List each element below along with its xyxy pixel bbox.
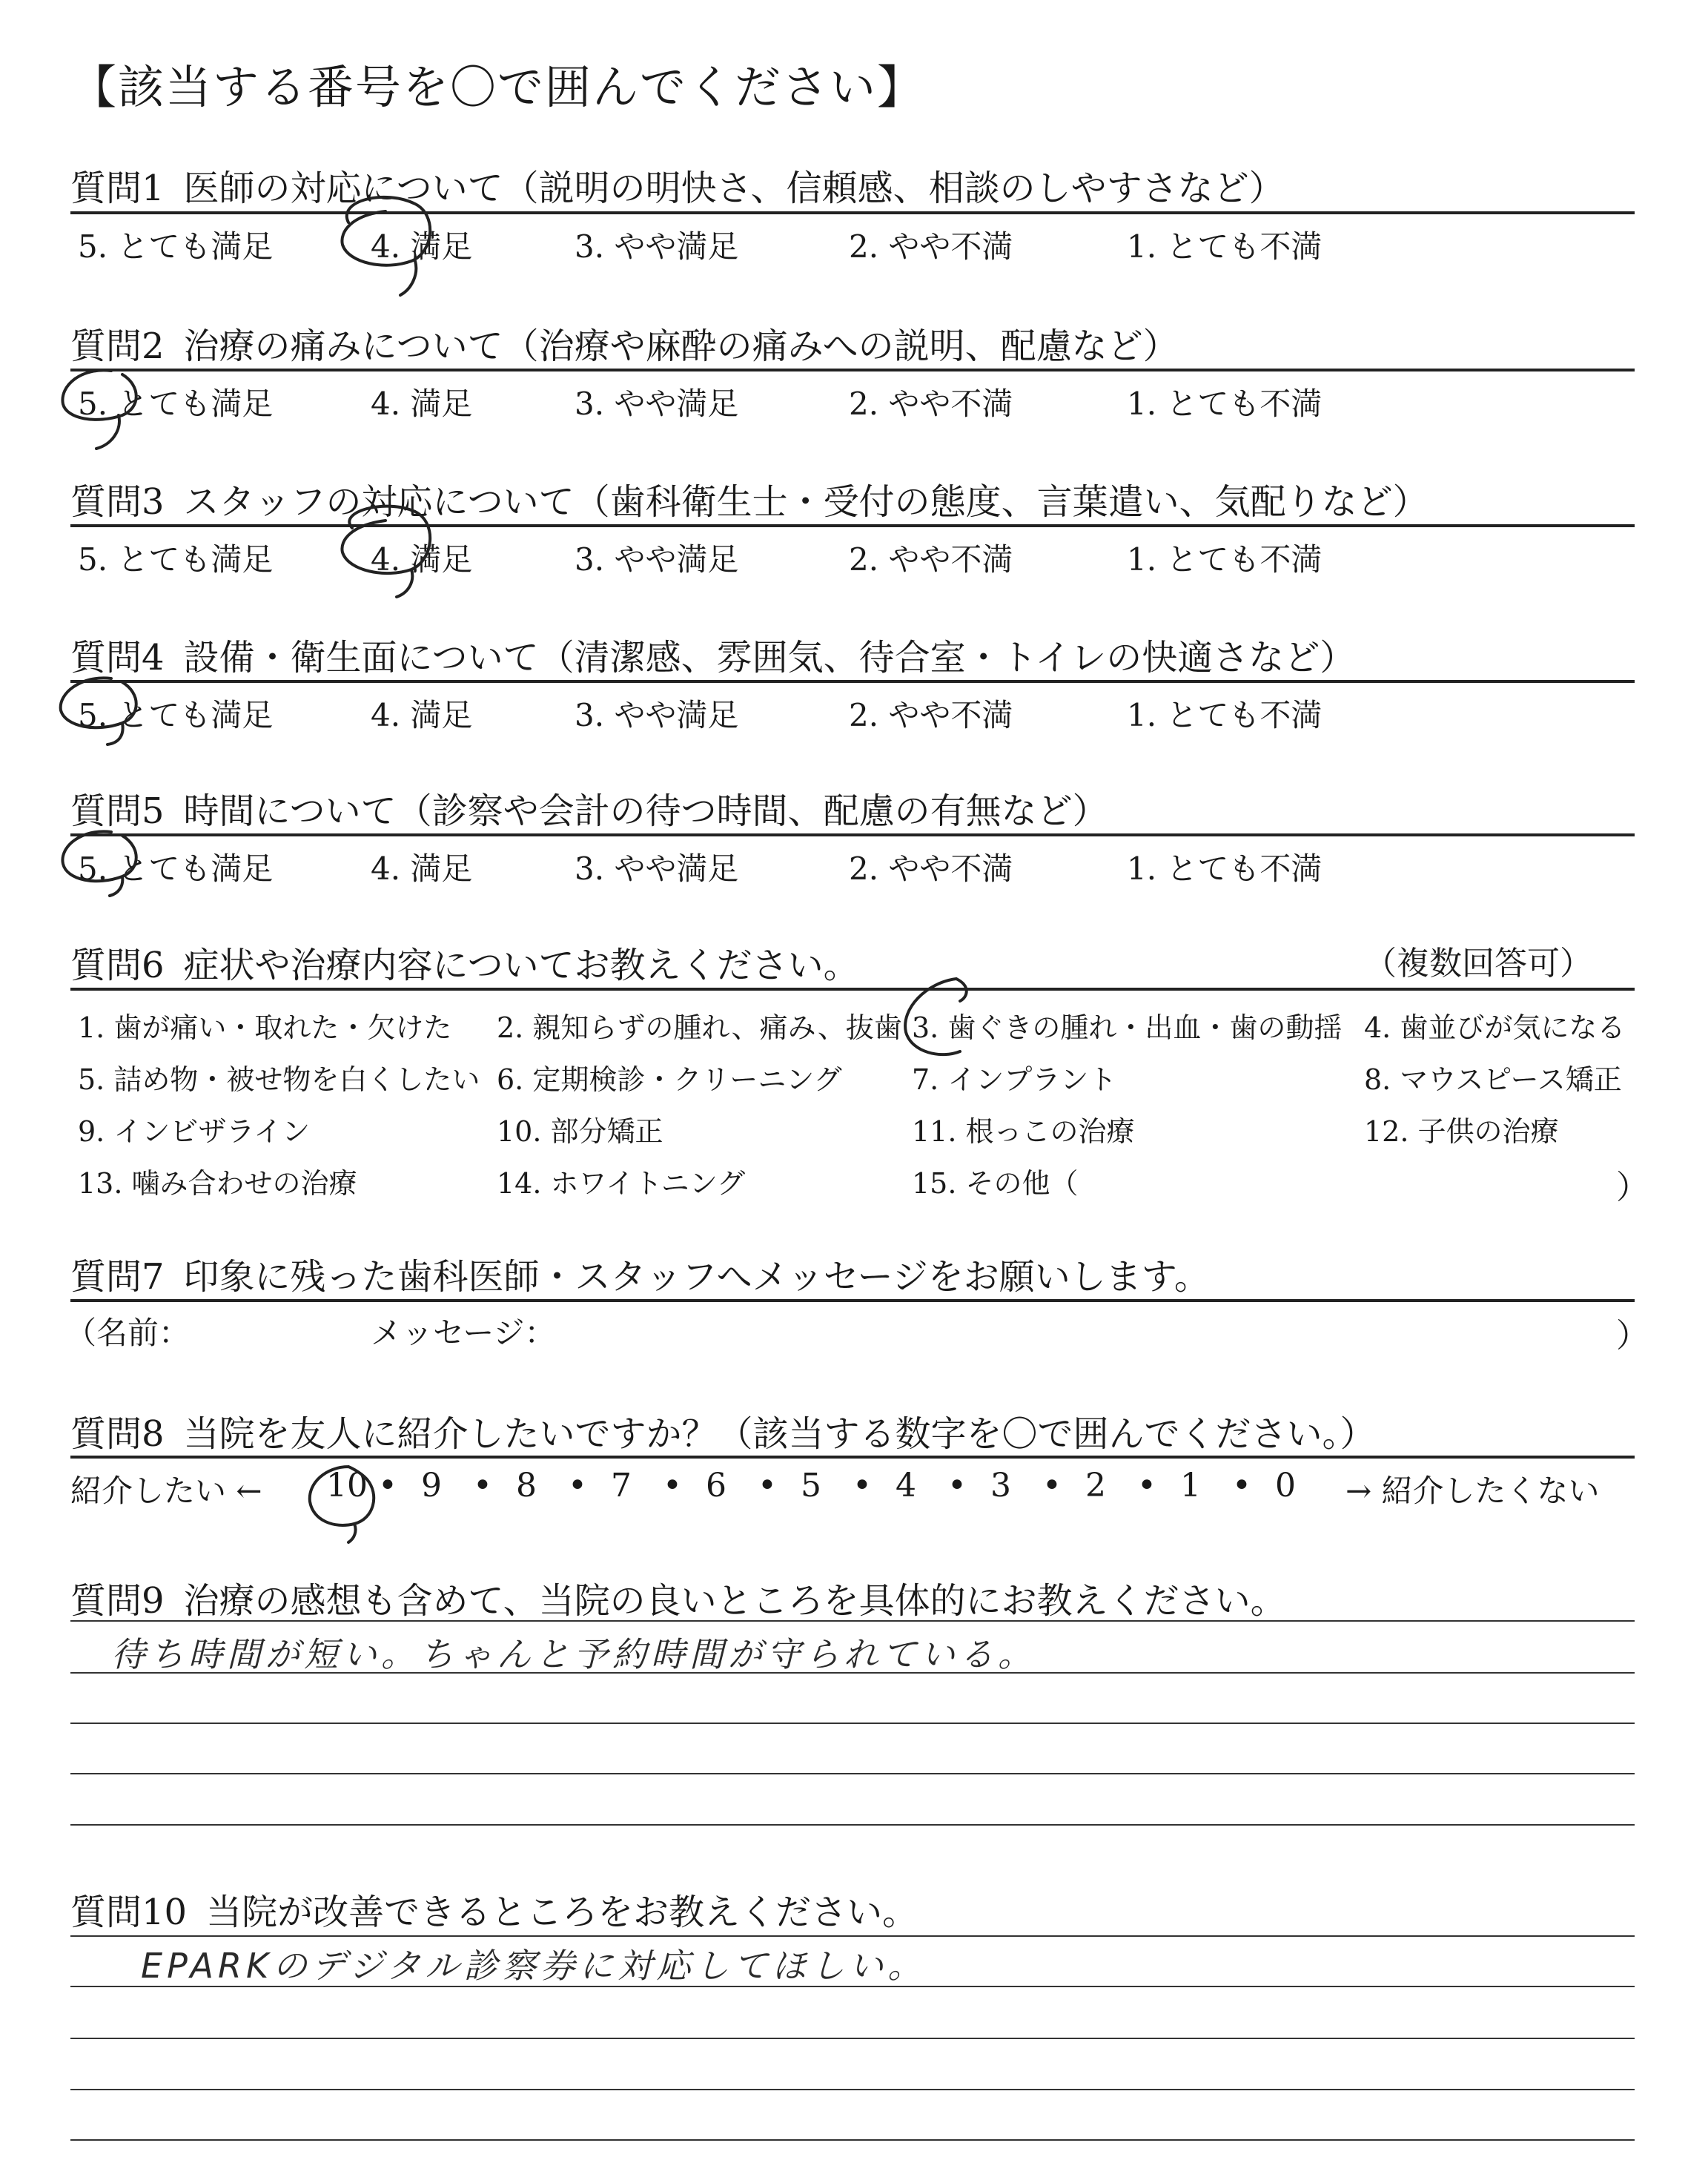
q2-rule xyxy=(70,369,1635,371)
q8-scale-5[interactable]: 5 xyxy=(801,1467,821,1505)
q5-option-1[interactable]: 1. とても不満 xyxy=(1127,851,1323,887)
q8-heading xyxy=(70,1405,1376,1456)
q8-scale-10[interactable]: 10 xyxy=(326,1467,368,1505)
q7-name-label: （名前： xyxy=(65,1315,191,1351)
q6-number: 質問6 xyxy=(70,945,165,986)
q8-scale-separator: • xyxy=(1137,1467,1156,1505)
q4-text: 設備・衛生面について（清潔感、雰囲気、待合室・トイレの快適さなど） xyxy=(183,637,1356,678)
q8-scale-separator: • xyxy=(947,1467,967,1505)
q10-rule-0 xyxy=(70,1935,1635,1937)
q1-heading xyxy=(70,159,1285,211)
q8-scale-7[interactable]: 7 xyxy=(611,1467,632,1505)
q8-scale-3[interactable]: 3 xyxy=(990,1467,1011,1505)
q10-answer-line-2[interactable] xyxy=(70,2038,1635,2039)
q9-rule-0 xyxy=(70,1620,1635,1622)
q6-option-8[interactable]: 8. マウスピース矯正 xyxy=(1364,1063,1622,1096)
page-title: 【該当する番号を〇で囲んでください】 xyxy=(70,60,925,114)
q5-number: 質問5 xyxy=(70,790,165,832)
q5-option-2[interactable]: 2. やや不満 xyxy=(849,851,1013,887)
q6-option-2[interactable]: 2. 親知らずの腫れ、痛み、抜歯 xyxy=(497,1011,902,1044)
q10-number: 質問10 xyxy=(70,1892,188,1933)
q1-text: 医師の対応について（説明の明快さ、信頼感、相談のしやすさなど） xyxy=(183,168,1285,209)
q8-scale-separator: • xyxy=(1042,1467,1062,1505)
q10-handwritten-answer: EPARKのデジタル診察券に対応してほしい。 xyxy=(141,1946,927,1986)
q6-option-1[interactable]: 1. 歯が痛い・取れた・欠けた xyxy=(78,1011,452,1044)
q6-option-4[interactable]: 4. 歯並びが気になる xyxy=(1364,1011,1626,1044)
q6-option-5[interactable]: 5. 詰め物・被せ物を白くしたい xyxy=(78,1063,480,1096)
q3-option-5[interactable]: 5. とても満足 xyxy=(78,541,274,578)
q1-number: 質問1 xyxy=(70,168,165,209)
q8-scale-separator: • xyxy=(568,1467,587,1505)
q2-text: 治療の痛みについて（治療や麻酔の痛みへの説明、配慮など） xyxy=(183,326,1179,367)
q9-text: 治療の感想も含めて、当院の良いところを具体的にお教えください。 xyxy=(183,1580,1286,1622)
q8-scale-4[interactable]: 4 xyxy=(896,1467,916,1505)
q8-scale-8[interactable]: 8 xyxy=(516,1467,537,1505)
q4-option-1[interactable]: 1. とても不満 xyxy=(1127,697,1323,733)
q6-option-9[interactable]: 9. インビザライン xyxy=(78,1115,311,1148)
q8-scale-separator: • xyxy=(473,1467,492,1505)
q1-option-5[interactable]: 5. とても満足 xyxy=(78,228,274,265)
q7-message-label: メッセージ： xyxy=(371,1315,556,1351)
q5-option-5[interactable]: 5. とても満足 xyxy=(78,851,274,887)
q5-text: 時間について（診察や会計の待つ時間、配慮の有無など） xyxy=(183,790,1108,832)
q7-heading xyxy=(70,1248,1210,1299)
q1-rule xyxy=(70,211,1635,214)
q8-scale-1[interactable]: 1 xyxy=(1180,1467,1201,1505)
q7-rule xyxy=(70,1299,1635,1302)
q3-option-4[interactable]: 4. 満足 xyxy=(371,541,473,578)
q6-option-11[interactable]: 11. 根っこの治療 xyxy=(912,1115,1135,1148)
q9-answer-line-3[interactable] xyxy=(70,1773,1635,1774)
q9-answer-line-1[interactable] xyxy=(70,1672,1635,1674)
q4-number: 質問4 xyxy=(70,637,165,678)
q4-heading xyxy=(70,629,1355,680)
q8-text: 当院を友人に紹介したいですか？（該当する数字を〇で囲んでください。） xyxy=(183,1413,1376,1455)
q6-option-3[interactable]: 3. 歯ぐきの腫れ・出血・歯の動揺 xyxy=(912,1011,1343,1044)
q1-option-2[interactable]: 2. やや不満 xyxy=(849,228,1013,265)
q9-answer-line-4[interactable] xyxy=(70,1824,1635,1826)
q3-number: 質問3 xyxy=(70,481,165,523)
q8-scale-separator: • xyxy=(853,1467,872,1505)
q6-other-close-paren: ） xyxy=(1616,1169,1649,1206)
q5-option-3[interactable]: 3. やや満足 xyxy=(575,851,739,887)
q1-option-1[interactable]: 1. とても不満 xyxy=(1127,228,1323,265)
q6-text: 症状や治療内容についてお教えください。 xyxy=(183,945,859,986)
q2-number: 質問2 xyxy=(70,326,165,367)
q10-answer-line-3[interactable] xyxy=(70,2089,1635,2090)
q4-option-4[interactable]: 4. 満足 xyxy=(371,697,473,733)
q5-rule xyxy=(70,833,1635,836)
q9-handwritten-answer: 待ち時間が短い。ちゃんと予約時間が守られている。 xyxy=(111,1634,1036,1674)
q8-scale-6[interactable]: 6 xyxy=(706,1467,726,1505)
q4-rule xyxy=(70,680,1635,683)
q2-option-2[interactable]: 2. やや不満 xyxy=(849,386,1013,422)
q4-option-2[interactable]: 2. やや不満 xyxy=(849,697,1013,733)
q2-heading xyxy=(70,317,1179,369)
q6-option-7[interactable]: 7. インプラント xyxy=(912,1063,1117,1096)
q8-left-label: 紹介したい ← xyxy=(70,1473,262,1509)
q3-rule xyxy=(70,524,1635,527)
q3-option-3[interactable]: 3. やや満足 xyxy=(575,541,739,578)
q2-option-4[interactable]: 4. 満足 xyxy=(371,386,473,422)
q8-rule xyxy=(70,1456,1635,1459)
q2-option-1[interactable]: 1. とても不満 xyxy=(1127,386,1323,422)
q3-heading xyxy=(70,473,1429,524)
q3-option-1[interactable]: 1. とても不満 xyxy=(1127,541,1323,578)
q6-heading xyxy=(70,937,859,988)
q6-option-10[interactable]: 10. 部分矯正 xyxy=(497,1115,663,1148)
q10-answer-line-1[interactable] xyxy=(70,1986,1635,1987)
q6-rule xyxy=(70,988,1635,991)
q8-scale-separator: • xyxy=(378,1467,397,1505)
q1-option-4[interactable]: 4. 満足 xyxy=(371,228,473,265)
q6-multiple-answer-note: （複数回答可） xyxy=(1364,945,1592,982)
q6-option-14[interactable]: 14. ホワイトニング xyxy=(497,1167,746,1200)
q7-number: 質問7 xyxy=(70,1256,165,1298)
q1-option-3[interactable]: 3. やや満足 xyxy=(575,228,739,265)
q8-scale-2[interactable]: 2 xyxy=(1085,1467,1106,1505)
q10-answer-line-4[interactable] xyxy=(70,2139,1635,2141)
q6-option-6[interactable]: 6. 定期検診・クリーニング xyxy=(497,1063,842,1096)
q8-scale-9[interactable]: 9 xyxy=(421,1467,442,1505)
q2-option-5[interactable]: 5. とても満足 xyxy=(78,386,274,422)
q2-option-3[interactable]: 3. やや満足 xyxy=(575,386,739,422)
q4-option-5[interactable]: 5. とても満足 xyxy=(78,697,274,733)
q9-heading xyxy=(70,1572,1286,1623)
q6-option-15[interactable]: 15. その他（ xyxy=(912,1167,1079,1200)
q10-text: 当院が改善できるところをお教えください。 xyxy=(206,1892,918,1933)
q9-answer-line-2[interactable] xyxy=(70,1723,1635,1724)
q8-number: 質問8 xyxy=(70,1413,165,1455)
q7-text: 印象に残った歯科医師・スタッフへメッセージをお願いします。 xyxy=(183,1256,1210,1298)
q8-right-label: → 紹介したくない xyxy=(1345,1473,1600,1509)
q8-scale-separator: • xyxy=(1232,1467,1251,1505)
q10-heading xyxy=(70,1883,918,1935)
q5-option-4[interactable]: 4. 満足 xyxy=(371,851,473,887)
q7-close-paren: ） xyxy=(1616,1317,1649,1355)
q8-scale-separator: • xyxy=(663,1467,682,1505)
q3-text: スタッフの対応について（歯科衛生士・受付の態度、言葉遣い、気配りなど） xyxy=(183,481,1429,523)
q4-option-3[interactable]: 3. やや満足 xyxy=(575,697,739,733)
q8-scale-separator: • xyxy=(758,1467,777,1505)
q6-option-12[interactable]: 12. 子供の治療 xyxy=(1364,1115,1559,1148)
q3-option-2[interactable]: 2. やや不満 xyxy=(849,541,1013,578)
q5-heading xyxy=(70,782,1108,833)
q9-number: 質問9 xyxy=(70,1580,165,1622)
q8-scale-0[interactable]: 0 xyxy=(1275,1467,1296,1505)
q6-option-13[interactable]: 13. 噛み合わせの治療 xyxy=(78,1167,357,1200)
